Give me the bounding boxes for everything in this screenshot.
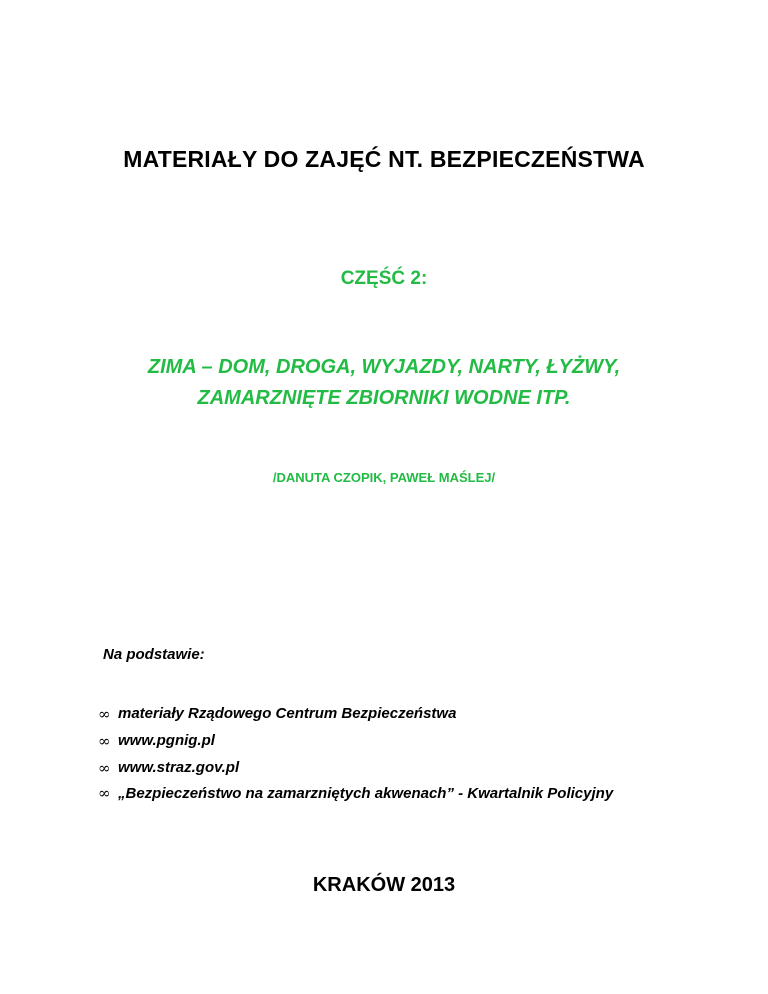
- footer-place-year: KRAKÓW 2013: [312, 874, 456, 896]
- authors: /DANUTA CZOPIK, PAWEŁ MAŚLEJ/: [272, 470, 496, 485]
- sources-list: [98, 702, 698, 807]
- basis-label: Na podstawie:: [103, 646, 205, 663]
- infinity-bullet-icon: ∞: [98, 732, 111, 750]
- source-text: www.straz.gov.pl: [118, 759, 240, 776]
- source-text: „Bezpieczeństwo na zamarzniętych akwenach” - Kwartalnik Policyjny: [118, 785, 614, 802]
- source-text: materiały Rządowego Centrum Bezpieczeństwa: [118, 705, 457, 722]
- subtitle-line-2: ZAMARZNIĘTE ZBIORNIKI WODNE ITP.: [197, 387, 571, 409]
- list-item: [98, 702, 698, 726]
- list-item: [98, 783, 698, 804]
- infinity-bullet-icon: ∞: [98, 759, 111, 777]
- source-text: www.pgnig.pl: [118, 732, 215, 749]
- page-title: MATERIAŁY DO ZAJĘĆ NT. BEZPIECZEŃSTWA: [123, 146, 645, 172]
- subtitle: [0, 352, 768, 414]
- subtitle-line-1: ZIMA – DOM, DROGA, WYJAZDY, NARTY, ŁYŻWY,: [147, 356, 621, 378]
- infinity-bullet-icon: ∞: [98, 784, 111, 802]
- part-label: CZĘŚĆ 2:: [340, 268, 428, 289]
- list-item: [98, 729, 698, 753]
- infinity-bullet-icon: ∞: [98, 705, 111, 723]
- list-item: [98, 756, 698, 780]
